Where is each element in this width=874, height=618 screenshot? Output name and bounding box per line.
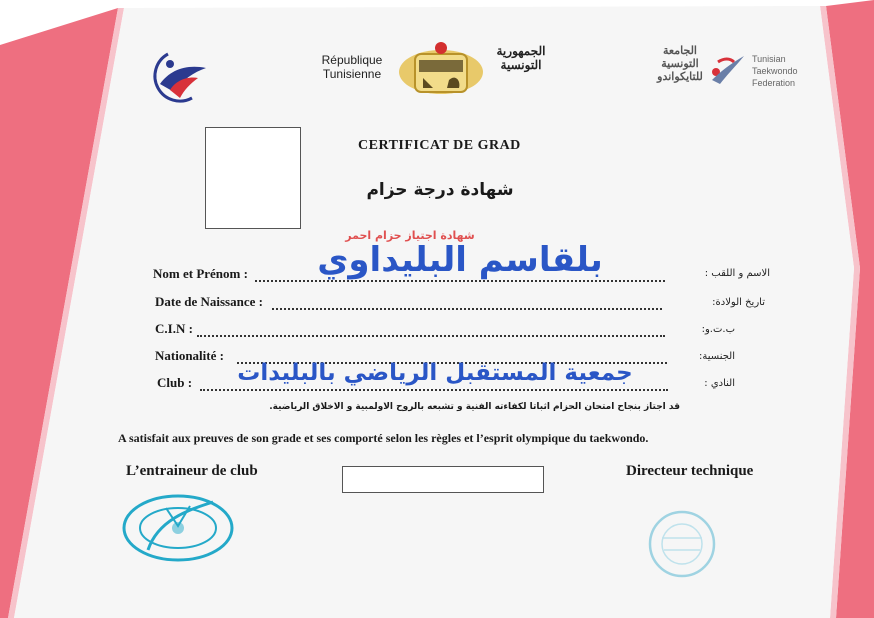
field-value-name: بلقاسم البليداوي bbox=[317, 240, 603, 280]
photo-box bbox=[205, 127, 301, 229]
republic-name-fr: République Tunisienne bbox=[321, 53, 383, 81]
field-label-club-fr: Club : bbox=[157, 375, 193, 390]
signature-box bbox=[342, 466, 544, 493]
field-label-name-ar: الاسم و اللقب : bbox=[704, 268, 770, 279]
republic-name-ar: الجمهورية التونسية bbox=[496, 44, 546, 72]
world-taekwondo-logo bbox=[140, 50, 216, 106]
field-label-birthdate-ar: تاريخ الولادة: bbox=[712, 297, 765, 308]
certificate-subtitle-ar: شهادة اجتياز حزام احمر bbox=[345, 229, 475, 242]
field-label-birthdate-fr: Date de Naissance : bbox=[155, 294, 263, 309]
field-line-club bbox=[200, 389, 668, 391]
field-label-nationality-fr: Nationalité : bbox=[155, 348, 224, 363]
statement-fr: A satisfait aux preuves de son grade et ses comporté selon les règles et l’esprit olympique du taekwondo. bbox=[118, 431, 649, 445]
field-line-birthdate bbox=[272, 308, 662, 310]
tunisian-taekwondo-federation-logo bbox=[708, 50, 748, 86]
field-label-cin-ar: ب.ت.و: bbox=[701, 324, 735, 335]
field-value-club: جمعية المستقبل الرياضي بالبليدات bbox=[237, 360, 633, 386]
certificate-title-ar: شهادة درجة حزام bbox=[366, 180, 514, 200]
federation-stamp bbox=[642, 508, 722, 580]
statement-ar: قد اجتاز بنجاح امتحان الحزام اثباتا لكفاءته الفنية و تشبعه بالروح الاولمبية و الاخلاق الرياضية. bbox=[269, 402, 680, 412]
club-stamp bbox=[118, 490, 238, 565]
field-label-club-ar: النادي : bbox=[704, 378, 735, 389]
tunisia-coat-of-arms bbox=[395, 40, 487, 98]
field-line-cin bbox=[197, 335, 665, 337]
federation-name-en: Tunisian Taekwondo Federation bbox=[752, 54, 798, 88]
field-label-nationality-ar: الجنسية: bbox=[699, 351, 735, 362]
coach-signature-label: L’entraineur de club bbox=[126, 463, 258, 479]
federation-name-ar: الجامعة التونسية للتايكواندو bbox=[657, 45, 703, 83]
field-label-name-fr: Nom et Prénom : bbox=[153, 266, 248, 281]
field-label-cin-fr: C.I.N : bbox=[155, 321, 193, 336]
field-line-name bbox=[255, 280, 665, 282]
director-signature-label: Directeur technique bbox=[626, 463, 754, 479]
certificate-title-fr: CERTIFICAT DE GRAD bbox=[358, 138, 521, 153]
